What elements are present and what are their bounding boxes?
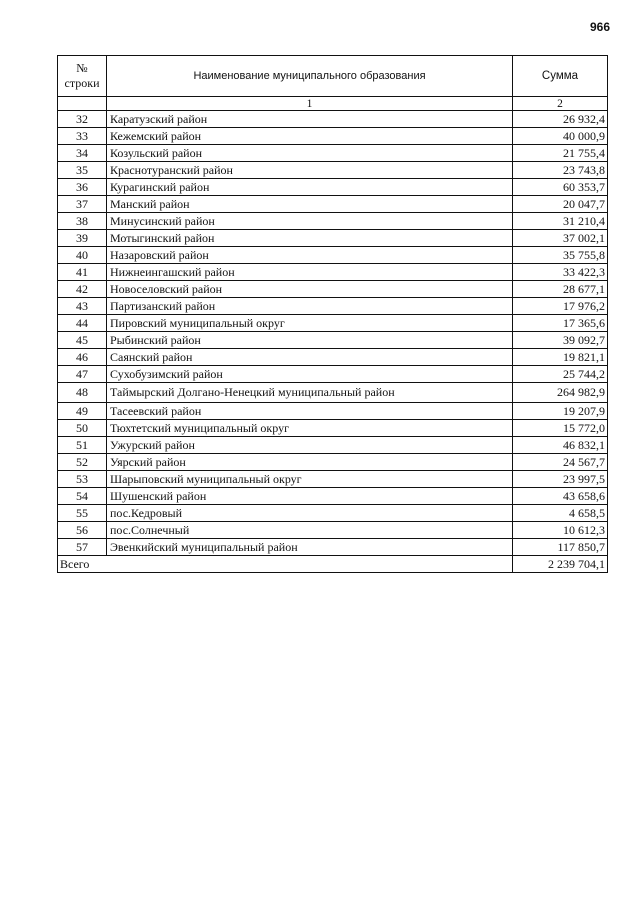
table-row xyxy=(58,179,608,196)
row-num: 43 xyxy=(58,298,107,315)
row-name: Мотыгинский район xyxy=(107,230,513,247)
row-name: Партизанский район xyxy=(107,298,513,315)
row-num: 47 xyxy=(58,366,107,383)
table-index-row xyxy=(58,97,608,111)
row-name: Минусинский район xyxy=(107,213,513,230)
row-sum: 31 210,4 xyxy=(513,213,608,230)
table-row xyxy=(58,366,608,383)
table-row xyxy=(58,247,608,264)
table-row xyxy=(58,111,608,128)
table-row xyxy=(58,488,608,505)
table-row xyxy=(58,264,608,281)
row-sum: 23 997,5 xyxy=(513,471,608,488)
row-name: Манский район xyxy=(107,196,513,213)
row-num: 36 xyxy=(58,179,107,196)
table-row xyxy=(58,539,608,556)
row-num: 56 xyxy=(58,522,107,539)
row-sum: 17 365,6 xyxy=(513,315,608,332)
table-row xyxy=(58,230,608,247)
table-row xyxy=(58,403,608,420)
row-num: 37 xyxy=(58,196,107,213)
row-name: пос.Солнечный xyxy=(107,522,513,539)
index-empty xyxy=(58,97,107,111)
row-sum: 10 612,3 xyxy=(513,522,608,539)
table-row xyxy=(58,383,608,403)
row-num: 55 xyxy=(58,505,107,522)
table-row xyxy=(58,213,608,230)
row-name: Эвенкийский муниципальный район xyxy=(107,539,513,556)
table-row xyxy=(58,332,608,349)
row-sum: 24 567,7 xyxy=(513,454,608,471)
row-sum: 46 832,1 xyxy=(513,437,608,454)
table-row xyxy=(58,437,608,454)
row-name: Каратузский район xyxy=(107,111,513,128)
row-sum: 17 976,2 xyxy=(513,298,608,315)
table-row xyxy=(58,196,608,213)
row-name: Рыбинский район xyxy=(107,332,513,349)
budget-table xyxy=(57,55,608,573)
row-sum: 40 000,9 xyxy=(513,128,608,145)
row-name: Краснотуранский район xyxy=(107,162,513,179)
table-row xyxy=(58,420,608,437)
index-sum-column: 2 xyxy=(513,97,608,111)
row-sum: 26 932,4 xyxy=(513,111,608,128)
row-num: 45 xyxy=(58,332,107,349)
row-sum: 33 422,3 xyxy=(513,264,608,281)
row-num: 34 xyxy=(58,145,107,162)
row-num: 35 xyxy=(58,162,107,179)
table-row xyxy=(58,298,608,315)
row-sum: 35 755,8 xyxy=(513,247,608,264)
page-number: 966 xyxy=(589,20,610,34)
row-sum: 20 047,7 xyxy=(513,196,608,213)
row-num: 49 xyxy=(58,403,107,420)
table-body xyxy=(58,111,608,556)
row-sum: 15 772,0 xyxy=(513,420,608,437)
total-sum: 2 239 704,1 xyxy=(513,556,608,573)
row-num: 38 xyxy=(58,213,107,230)
table-row xyxy=(58,128,608,145)
header-row-number-label: № строки xyxy=(64,61,100,90)
row-num: 48 xyxy=(58,383,107,403)
row-sum: 19 821,1 xyxy=(513,349,608,366)
table-row xyxy=(58,315,608,332)
row-num: 46 xyxy=(58,349,107,366)
row-num: 40 xyxy=(58,247,107,264)
row-name: Сухобузимский район xyxy=(107,366,513,383)
row-name: Новоселовский район xyxy=(107,281,513,298)
row-sum: 60 353,7 xyxy=(513,179,608,196)
row-num: 42 xyxy=(58,281,107,298)
header-municipality-name: Наименование муниципального образования xyxy=(107,56,513,97)
row-name: Шарыповский муниципальный округ xyxy=(107,471,513,488)
table-row xyxy=(58,454,608,471)
table-row xyxy=(58,505,608,522)
row-num: 51 xyxy=(58,437,107,454)
row-num: 32 xyxy=(58,111,107,128)
row-num: 44 xyxy=(58,315,107,332)
row-name: Ужурский район xyxy=(107,437,513,454)
row-sum: 23 743,8 xyxy=(513,162,608,179)
table-header-row xyxy=(58,56,608,97)
total-row xyxy=(58,556,608,573)
table-row xyxy=(58,522,608,539)
header-sum: Сумма xyxy=(513,56,608,97)
table-row xyxy=(58,471,608,488)
row-name: Козульский район xyxy=(107,145,513,162)
row-num: 33 xyxy=(58,128,107,145)
row-name: Тасеевский район xyxy=(107,403,513,420)
row-name: Кежемский район xyxy=(107,128,513,145)
table-row xyxy=(58,162,608,179)
row-sum: 37 002,1 xyxy=(513,230,608,247)
row-sum: 117 850,7 xyxy=(513,539,608,556)
row-sum: 25 744,2 xyxy=(513,366,608,383)
row-sum: 264 982,9 xyxy=(513,383,608,403)
row-num: 39 xyxy=(58,230,107,247)
table-row xyxy=(58,281,608,298)
row-name: Назаровский район xyxy=(107,247,513,264)
row-name: Нижнеингашский район xyxy=(107,264,513,281)
row-name: Таймырский Долгано-Ненецкий муниципальный район xyxy=(107,383,513,403)
row-num: 50 xyxy=(58,420,107,437)
row-num: 52 xyxy=(58,454,107,471)
table-row xyxy=(58,145,608,162)
row-num: 41 xyxy=(58,264,107,281)
row-sum: 21 755,4 xyxy=(513,145,608,162)
row-name: Курагинский район xyxy=(107,179,513,196)
row-name: пос.Кедровый xyxy=(107,505,513,522)
row-name: Уярский район xyxy=(107,454,513,471)
row-name: Шушенский район xyxy=(107,488,513,505)
index-name-column: 1 xyxy=(107,97,513,111)
row-name: Тюхтетский муниципальный округ xyxy=(107,420,513,437)
row-name: Пировский муниципальный округ xyxy=(107,315,513,332)
row-sum: 4 658,5 xyxy=(513,505,608,522)
row-num: 53 xyxy=(58,471,107,488)
row-sum: 43 658,6 xyxy=(513,488,608,505)
budget-table-container xyxy=(57,55,607,573)
row-sum: 19 207,9 xyxy=(513,403,608,420)
header-row-number xyxy=(58,56,107,97)
row-num: 57 xyxy=(58,539,107,556)
table-row xyxy=(58,349,608,366)
row-num: 54 xyxy=(58,488,107,505)
row-name: Саянский район xyxy=(107,349,513,366)
row-sum: 39 092,7 xyxy=(513,332,608,349)
total-label: Всего xyxy=(58,556,513,573)
row-sum: 28 677,1 xyxy=(513,281,608,298)
